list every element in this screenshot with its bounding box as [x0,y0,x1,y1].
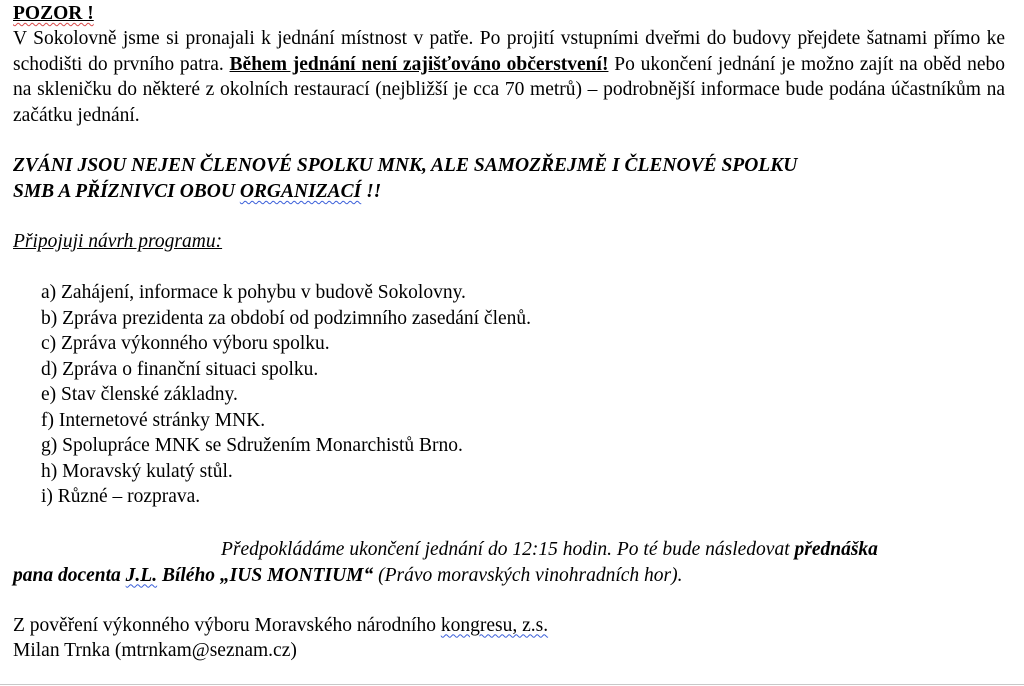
closing-paragraph [13,537,1005,589]
invitation-line-2c: !! [361,181,382,202]
agenda-item: i) Různé – rozprava. [41,486,201,507]
lecture-subtitle: (Právo moravských vinohradních hor). [373,564,683,586]
signature-congress: kongresu, z.s. [440,614,549,636]
lecturer-prefix: pana docenta [13,564,126,586]
warning-heading-text: POZOR ! [13,3,94,24]
signature-line-1 [13,613,1005,638]
intro-paragraph [13,26,1005,128]
agenda-item: b) Zpráva prezidenta za období od podzimního zasedání členů. [41,307,532,329]
agenda-item: h) Moravský kulatý stůl. [41,460,233,482]
agenda-item: a) Zahájení, informace k pohybu v budově Sokolovny. [41,282,466,303]
invitation-paragraph [13,153,1005,205]
intro-text-2: Po ukončení jednání je možno zajít na oběd nebo na skleničku do některé z okolních restaurací (nejbližší je cca 70 metrů) – podrobnější informace bude podána účastníkům na začátku jednání. [13,53,1006,126]
agenda-item: c) Zpráva výkonného výboru spolku. [41,333,330,354]
invitation-line-1: ZVÁNI JSOU NEJEN ČLENOVÉ SPOLKU MNK, ALE SAMOZŘEJMĚ I ČLENOVÉ SPOLKU [13,155,798,176]
closing-text-1: Předpokládáme ukončení jednání do 12:15 hodin. Po té bude následovat [221,538,795,560]
page-bottom-rule [0,684,1024,685]
agenda-item: d) Zpráva o finanční situaci spolku. [41,358,319,380]
signature-name: Milan Trnka (mtrnkam@seznam.cz) [13,639,297,661]
document-page [13,1,1005,663]
refreshment-notice: Během jednání není zajišťováno občerstvení! [229,53,609,75]
invitation-organizations: ORGANIZACÍ [239,181,362,202]
warning-heading [13,1,1005,26]
agenda-item: e) Stav členské základny. [41,384,238,405]
lecture-label: přednáška [794,538,878,560]
agenda-list [13,280,1005,510]
agenda-item: g) Spolupráce MNK se Sdružením Monarchistů Brno. [41,435,463,456]
program-heading: Připojuji návrh programu: [13,231,223,252]
intro-text-1: V Sokolovně jsme si pronajali k jednání místnost v patře. Po projití vstupními dveřmi do budovy přejdete šatnami přímo ke schodišti do prvního patra. [13,28,1005,75]
lecturer-initials: J.L. [125,564,158,586]
signature-text-1: Z pověření výkonného výboru Moravského národního [13,614,441,636]
invitation-line-2a: SMB A PŘÍZNIVCI OBOU [13,181,240,202]
lecture-title: Bílého „IUS MONTIUM“ [157,564,374,586]
agenda-item: f) Internetové stránky MNK. [41,409,266,431]
